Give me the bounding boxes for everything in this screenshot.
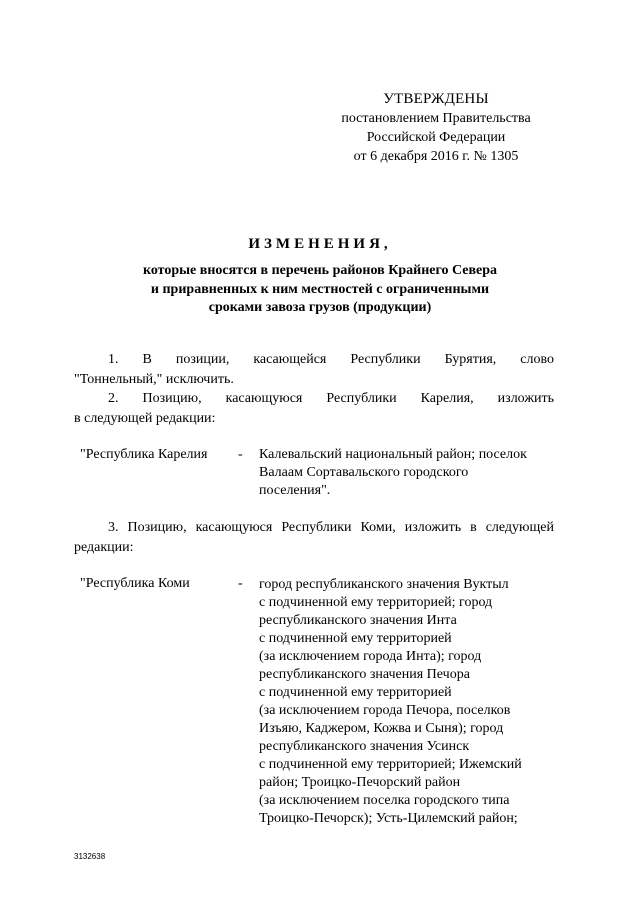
karelia-entry-line: поселения".	[259, 483, 331, 498]
komi-entry-dash: -	[238, 576, 243, 591]
komi-entry-line: район; Троицко-Печорский район	[259, 775, 461, 790]
item-1-line-2: "Тоннельный," исключить.	[74, 372, 234, 387]
approval-line: постановлением Правительства	[341, 111, 531, 126]
komi-entry-line: с подчиненной ему территорией	[259, 685, 452, 700]
komi-entry-line: (за исключением города Инта); город	[259, 649, 482, 664]
komi-entry-line: город республиканского значения Вуктыл	[259, 577, 509, 592]
subtitle-line: сроками завоза грузов (продукции)	[208, 300, 432, 315]
komi-entry-line: (за исключением города Печора, поселков	[259, 703, 511, 718]
document-subtitle	[90, 262, 550, 318]
karelia-entry-dash: -	[238, 447, 243, 462]
item-1-line-1: 1. В позиции, касающейся Республики Бурятия, слово	[108, 352, 554, 367]
komi-entry-line: республиканского значения Инта	[259, 613, 457, 628]
subtitle-line: которые вносятся в перечень районов Крайнего Севера	[142, 263, 498, 278]
item-3	[74, 518, 554, 558]
item-2-line-2: в следующей редакции:	[74, 411, 216, 426]
karelia-entry-line: Валаам Сортавальского городского	[259, 465, 469, 480]
komi-entry-line: с подчиненной ему территорией; город	[259, 595, 493, 610]
komi-entry-text	[259, 576, 579, 828]
komi-entry-line: с подчиненной ему территорией	[259, 631, 452, 646]
approval-line: от 6 декабря 2016 г. № 1305	[353, 149, 519, 164]
item-3-line-2: редакции:	[74, 540, 134, 555]
karelia-entry-line: Калевальский национальный район; поселок	[259, 447, 527, 462]
komi-entry-line: (за исключением поселка городского типа	[259, 793, 510, 808]
komi-entry-name: "Республика Коми	[80, 576, 190, 591]
karelia-entry-name: "Республика Карелия	[80, 447, 208, 462]
item-2	[74, 389, 554, 429]
approval-heading: УТВЕРЖДЕНЫ	[383, 91, 489, 107]
item-1	[74, 350, 554, 390]
karelia-entry-text	[259, 446, 579, 500]
approval-block	[336, 90, 536, 166]
approval-line: Российской Федерации	[366, 130, 506, 145]
item-2-line-1: 2. Позицию, касающуюся Республики Карелия, изложить	[108, 391, 554, 406]
komi-entry-line: республиканского значения Печора	[259, 667, 470, 682]
document-title: ИЗМЕНЕНИЯ,	[248, 236, 392, 252]
item-3-line-1: 3. Позицию, касающуюся Республики Коми, изложить в следующей	[108, 520, 554, 535]
subtitle-line: и приравненных к ним местностей с ограниченными	[150, 281, 490, 297]
komi-entry-line: Изъяю, Каджером, Кожва и Сыня); город	[259, 721, 504, 736]
komi-entry-line: республиканского значения Усинск	[259, 739, 470, 754]
komi-entry-line: с подчиненной ему территорией; Ижемский	[259, 757, 522, 772]
document-code: 3132638	[74, 852, 106, 861]
komi-entry-line: Троицко-Печорск); Усть-Цилемский район;	[259, 811, 518, 826]
